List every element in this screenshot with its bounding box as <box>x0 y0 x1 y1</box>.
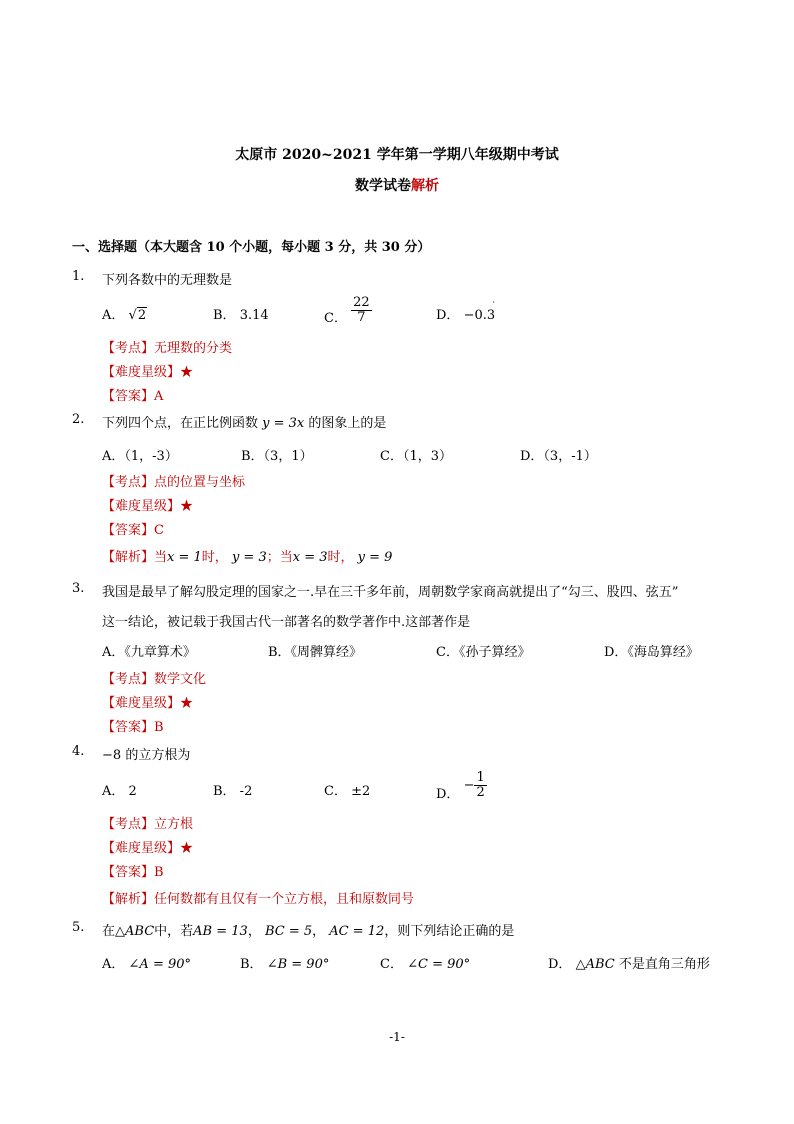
q3-option-a: A．《九章算术》 <box>102 645 196 660</box>
q2-jiexi: 【解析】当x = 1时， y = 3；当x = 3时， y = 9 <box>102 550 393 565</box>
q4-option-d: D． − $\frac{1}{2}$ <box>436 770 485 803</box>
q1-daan: 【答案】A <box>102 389 164 404</box>
q4-option-c: C． ±2 <box>324 784 371 799</box>
q2-option-a: A．（1，-3） <box>102 449 178 464</box>
q3-nandu: 【难度星级】★ <box>102 696 194 711</box>
subtitle-main: 数学试卷 <box>355 178 411 194</box>
q1-kaodian: 【考点】无理数的分类 <box>102 341 233 356</box>
q2-text: 下列四个点，在正比例函数 y = 3x 的图象上的是 <box>102 416 387 431</box>
q5-number: 5. <box>72 920 85 935</box>
q1-option-b: B． 3.14 <box>213 308 269 323</box>
q3-daan: 【答案】B <box>102 720 164 735</box>
q2-kaodian: 【考点】点的位置与坐标 <box>102 475 246 490</box>
q3-line1: 我国是最早了解勾股定理的国家之一.早在三千多年前，周朝数学家商高就提出了“勾三、股四、弦五” <box>102 585 679 600</box>
q5-option-b: B． ∠B = 90° <box>240 957 330 972</box>
q4-nandu: 【难度星级】★ <box>102 841 194 856</box>
q1-nandu: 【难度星级】★ <box>102 365 194 380</box>
q2-option-b: B．（3，1） <box>241 449 313 464</box>
q1-number: 1. <box>72 269 85 284</box>
q2-daan: 【答案】C <box>102 523 164 538</box>
q5-text: 在△ABC中，若AB = 13， BC = 5， AC = 12，则下列结论正确的是 <box>102 924 515 939</box>
page-title: 太原市 2020~2021 学年第一学期八年级期中考试 <box>235 147 559 163</box>
q1-option-a: A． √2 <box>102 308 147 323</box>
q1-option-d: D． −0.3˙ <box>436 301 497 323</box>
q2-option-c: C．（1，3） <box>380 449 452 464</box>
q4-daan: 【答案】B <box>102 865 164 880</box>
q4-text: −8 的立方根为 <box>102 748 191 763</box>
q3-option-c: C．《孙子算经》 <box>436 645 531 660</box>
q4-jiexi: 【解析】任何数都有且仅有一个立方根，且和原数同号 <box>102 892 415 907</box>
page-number: -1- <box>389 1030 405 1044</box>
section-heading: 一、选择题（本大题含 10 个小题，每小题 3 分，共 30 分） <box>72 240 431 255</box>
q5-option-d: D． △ABC 不是直角三角形 <box>548 957 710 972</box>
q4-kaodian: 【考点】立方根 <box>102 817 194 832</box>
q1-text: 下列各数中的无理数是 <box>102 273 233 288</box>
q3-option-d: D．《海岛算经》 <box>604 645 699 660</box>
q3-kaodian: 【考点】数学文化 <box>102 672 207 687</box>
q4-number: 4. <box>72 744 85 759</box>
q3-option-b: B．《周髀算经》 <box>268 645 363 660</box>
q2-option-d: D．（3，-1） <box>520 449 597 464</box>
q1-option-c: C． $\frac{22}{7}$ <box>324 295 370 327</box>
q5-option-c: C． ∠C = 90° <box>380 957 471 972</box>
q3-number: 3. <box>72 581 85 596</box>
q2-number: 2. <box>72 412 85 427</box>
q4-option-a: A． 2 <box>102 784 137 799</box>
q2-nandu: 【难度星级】★ <box>102 499 194 514</box>
q3-line2: 这一结论，被记载于我国古代一部著名的数学著作中.这部著作是 <box>102 615 471 630</box>
q4-option-b: B． -2 <box>213 784 253 799</box>
page-subtitle <box>0 175 794 195</box>
q5-option-a: A． ∠A = 90° <box>102 957 192 972</box>
subtitle-red: 解析 <box>411 178 439 194</box>
